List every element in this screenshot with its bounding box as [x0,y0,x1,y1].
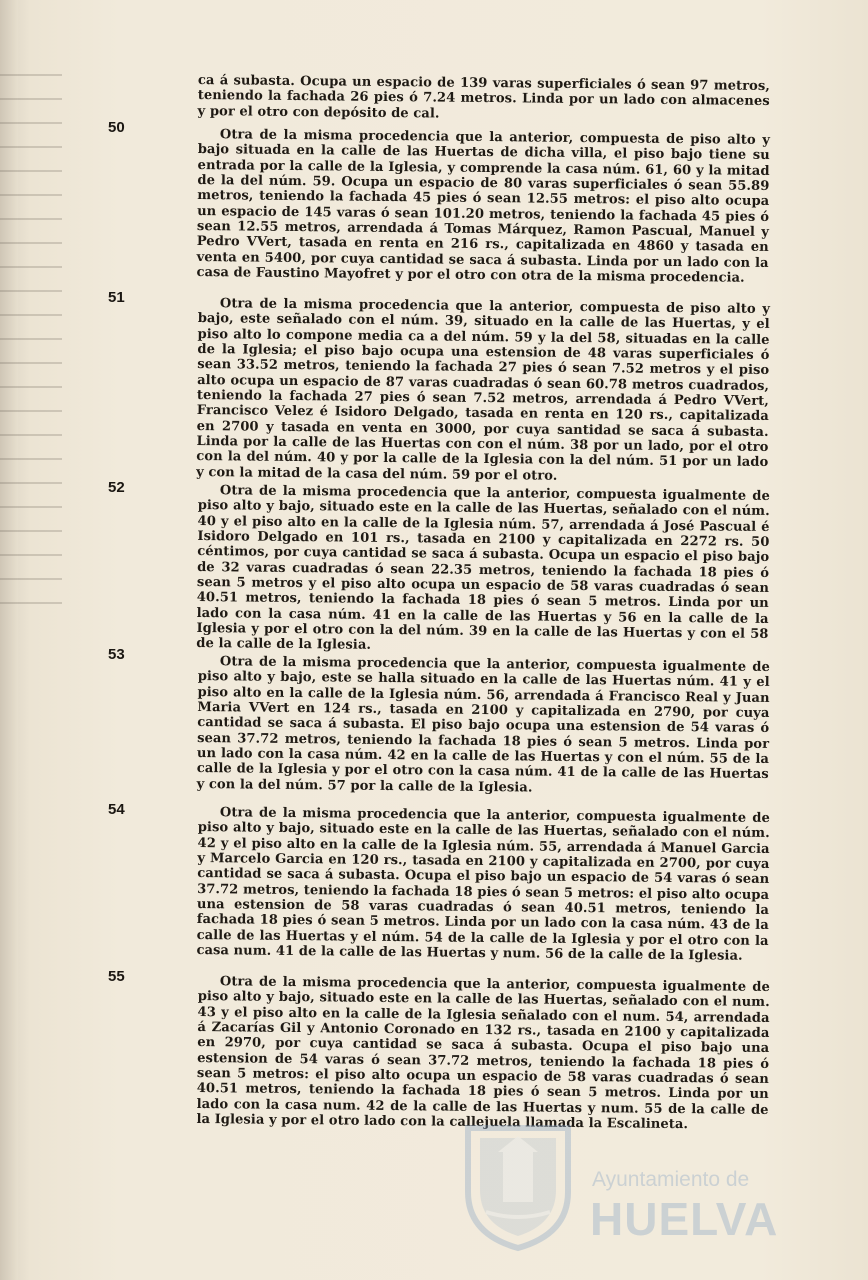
paragraph-continuation: ca á subasta. Ocupa un espacio de 139 varas superficiales ó sean 97 metros, teniendo la fachada 26 pies ó 7.24 metros. Linda por un lado con almacenes y por el otro con depósito de cal. [197,73,770,122]
paragraph-lot-52: Otra de la misma procedencia que la anterior, compuesta igualmente de piso alto y bajo, situado este en la calle de las Huertas, señalado con el núm. 40 y el piso alto en la calle de la Iglesia núm. 57, arrendada á José Pascual é Isidoro Delgado en 101 rs., tasada en 2100 y capitalizada en 2272 rs. 50 céntimos, por cuya cantidad se saca á subasta. Ocupa un espacio el piso bajo de 32 varas cuadradas ó sean 22.35 metros, teniendo la fachada 18 pies ó sean 5 metros y el piso alto ocupa un espacio de 58 varas cuadradas ó sean 40.51 metros, teniendo la fachada 18 pies ó sean 5 metros. Linda por un lado con la casa núm. 41 en la calle de las Huertas y 56 en la calle de la Iglesia y por el otro con la del núm. 39 en la calle de las Huertas y con el 58 de la calle de la Iglesia. [196,483,770,654]
bleed-through-text [0,60,62,620]
lot-number-53: 53 [108,646,125,663]
paragraph-lot-51: Otra de la misma procedencia que la anterior, compuesta de piso alto y bajo, este señalado con el núm. 39, situado en la calle de las Huertas, y el piso alto lo compone media ca a del núm. 59 y la del 58, situadas en la calle de la Iglesia; el piso bajo ocupa una estension de 48 varas superficiales ó sean 33.52 metros, teniendo la fachada 27 pies ó sean 7.52 metros y el piso alto ocupa un espacio de 87 varas cuadradas ó sean 60.78 metros cuadrados, teniendo la fachada 27 pies ó sean 7.52 metros, arrendada á Pedro VVert, Francisco Velez é Isidoro Delgado, tasada en renta en 120 rs., capitalizada en 2700 y tasada en venta en 3000, por cuya santidad se saca á subasta. Linda por la calle de las Huertas con con el núm. 38 por un lado, por el otro con la del núm. 40 y por la calle de la Iglesia con la del núm. 51 por un lado y con la mitad de la casa del núm. 59 por el otro. [196,296,770,484]
paragraph-lot-53: Otra de la misma procedencia que la anterior, compuesta igualmente de piso alto y bajo, este se halla situado en la calle de las Huertas núm. 41 y el piso alto en la calle de la Iglesia núm. 56, arrendada á Francisco Real y Juan Maria VVert en 124 rs., tasada en 2100 y capitalizada en 2790, por cuya cantidad se saca á subasta. El piso bajo ocupa una estension de 54 varas ó sean 37.72 metros, teniendo la fachada 18 pies ó sean 5 metros. Linda por un lado con la casa núm. 42 en la calle de las Huertas y con el núm. 55 de la calle de la Iglesia y por el otro con la casa núm. 41 de la calle de las Huertas y con la del núm. 57 por la calle de la Iglesia. [196,654,770,796]
lot-number-50: 50 [108,119,125,136]
lot-number-52: 52 [108,479,125,496]
city-seal-icon [458,1122,578,1252]
paragraph-lot-50: Otra de la misma procedencia que la anterior, compuesta de piso alto y bajo situada en la calle de las Huertas de dicha villa, el piso bajo tiene su entrada por la calle de la Iglesia, y comprende la casa núm. 61, 60 y la mitad de la del núm. 59. Ocupa un espacio de 80 varas superficiales ó sean 55.89 metros, teniendo la fachada 45 pies ó sean 12.55 metros: el piso alto ocupa un espacio de 145 varas ó sean 101.20 metros, teniendo la fachada 45 pies ó sean 12.55 metros, arrendada á Tomas Márquez, Ramon Pascual, Manuel y Pedro VVert, tasada en renta en 216 rs., capitalizada en 4860 y tasada en venta en 5400, por cuya cantidad se saca á subasta. Linda por un lado con la casa de Faustino Mayofret y por el otro con otra de la misma procedencia. [196,127,770,286]
lot-number-55: 55 [108,968,125,985]
lot-number-51: 51 [108,289,125,306]
watermark-line1: Ayuntamiento de [592,1168,750,1191]
lot-number-54: 54 [108,801,125,818]
watermark-line2: HUELVA [590,1193,779,1245]
watermark [458,1112,788,1252]
paragraph-lot-55: Otra de la misma procedencia que la anterior, compuesta igualmente de piso alto y bajo, situado este en la calle de las Huertas, señalado con el num. 43 y el piso alto en la calle de la Iglesia señalado con el num. 54, arrendada á Zacarías Gil y Antonio Coronado en 132 rs., tasada en 2100 y capitalizada en 2970, por cuya cantidad se saca á subasta. Ocupa el piso bajo una estension de 54 varas ó sean 37.72 metros, teniendo la fachada 18 pies ó sean 5 metros: el piso alto ocupa un espacio de 58 varas cuadradas ó sean 40.51 metros, teniendo la fachada 18 pies ó sean 5 metros. Linda por un lado con la casa num. 42 de la calle de las Huertas y num. 55 de la calle de la Iglesia y por el otro lado con la callejuela llamada la Escalineta. [196,974,770,1133]
paragraph-lot-54: Otra de la misma procedencia que la anterior, compuesta igualmente de piso alto y bajo, situado este en la calle de las Huertas, señalado con el núm. 42 y el piso alto en la calle de la Iglesia núm. 55, arrendada á Manuel Garcia y Marcelo Garcia en 120 rs., tasada en 2100 y capitalizada en 2700, por cuya cantidad se saca á subasta. Ocupa el piso bajo un espacio de 54 varas ó sean 37.72 metros, teniendo la fachada 18 pies ó sean 5 metros: el piso alto ocupa una estension de 58 varas cuadradas ó sean 40.51 metros, teniendo la fachada 18 pies ó sean 5 metros. Linda por un lado con la casa núm. 43 de la calle de las Huertas y el núm. 54 de la calle de la Iglesia y por el otro con la casa num. 41 de la calle de las Huertas y num. 56 de la calle de la Iglesia. [196,805,770,964]
